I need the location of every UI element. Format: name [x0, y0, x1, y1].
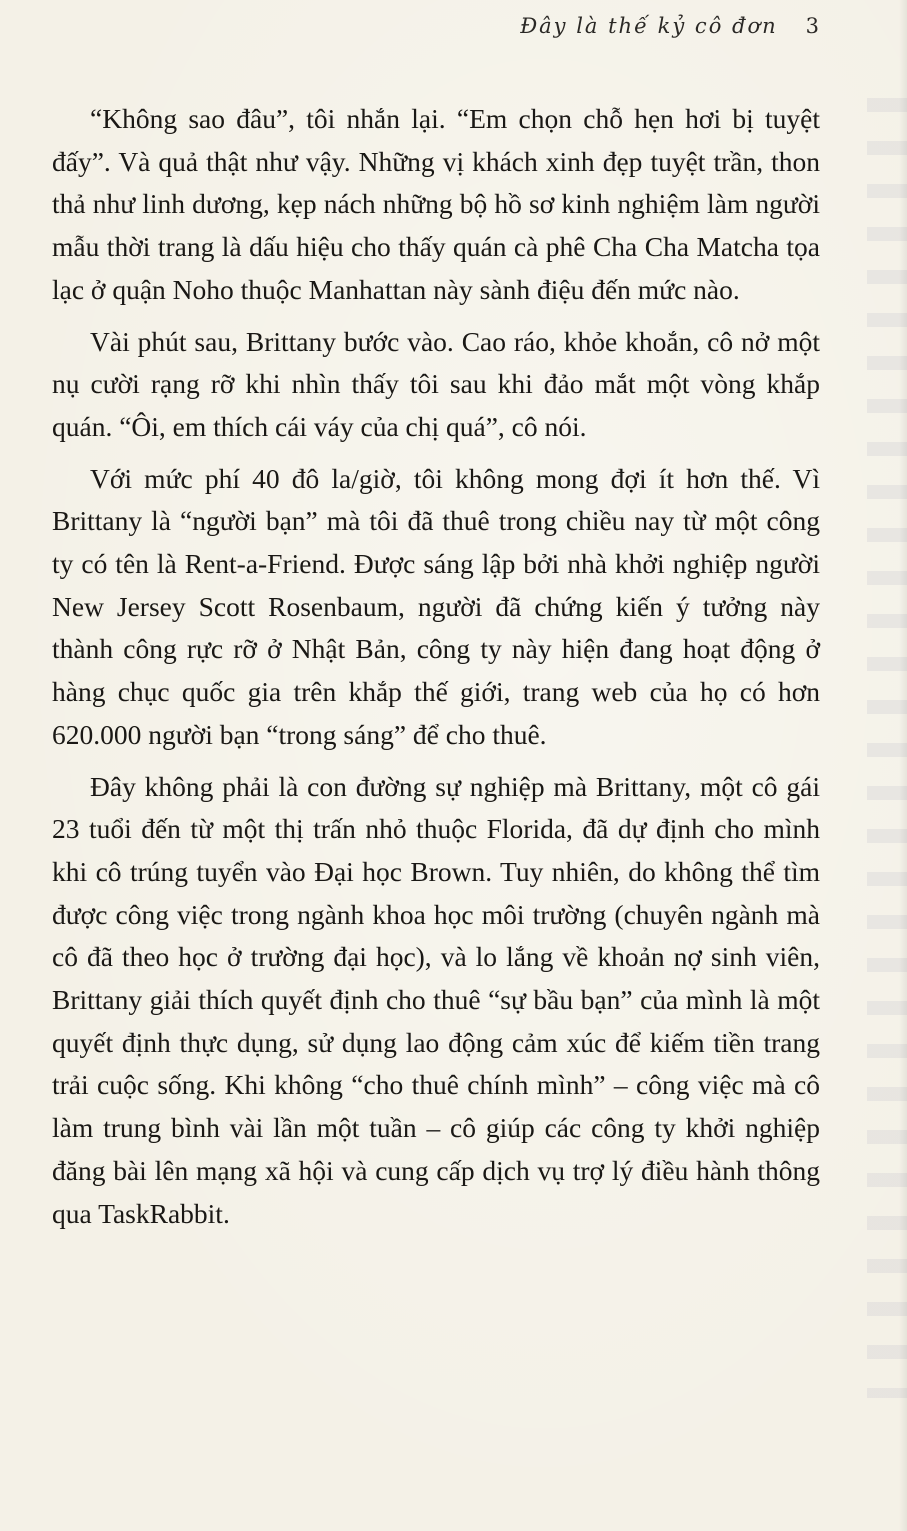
- paragraph-4: Đây không phải là con đường sự nghiệp mà Brittany, một cô gái 23 tuổi đến từ một thị trấn nhỏ thuộc Florida, đã dự định cho mình khi cô trúng tuyển vào Đại học Brown. Tuy nhiên, do không thể tìm được công việc trong ngành khoa học môi trường (chuyên ngành mà cô đã theo học ở trường đại học), và lo lắng về khoản nợ sinh viên, Brittany giải thích quyết định cho thuê “sự bầu bạn” của mình là một quyết định thực dụng, sử dụng lao động cảm xúc để kiếm tiền trang trải cuộc sống. Khi không “cho thuê chính mình” – công việc mà cô làm trung bình vài lần một tuần – cô giúp các công ty khởi nghiệp đăng bài lên mạng xã hội và cung cấp dịch vụ trợ lý điều hành thông qua TaskRabbit.: [52, 770, 820, 1229]
- running-head: [520, 14, 819, 38]
- paragraph-1: “Không sao đâu”, tôi nhắn lại. “Em chọn chỗ hẹn hơi bị tuyệt đấy”. Và quả thật như vậy. Những vị khách xinh đẹp tuyệt trần, thon thả như linh dương, kẹp nách những bộ hồ sơ kinh nghiệm làm người mẫu thời trang là dấu hiệu cho thấy quán cà phê Cha Cha Matcha tọa lạc ở quận Noho thuộc Manhattan này sành điệu đến mức nào.: [52, 103, 820, 305]
- running-head-title: Đây là thế kỷ cô đơn: [520, 14, 778, 38]
- paragraph-2: Vài phút sau, Brittany bước vào. Cao ráo, khỏe khoắn, cô nở một nụ cười rạng rỡ khi nhìn thấy tôi sau khi đảo mắt một vòng khắp quán. “Ôi, em thích cái váy của chị quá”, cô nói.: [52, 325, 820, 442]
- paragraph-3: Với mức phí 40 đô la/giờ, tôi không mong đợi ít hơn thế. Vì Brittany là “người bạn” mà tôi đã thuê trong chiều nay từ một công ty có tên là Rent-a-Friend. Được sáng lập bởi nhà khởi nghiệp người New Jersey Scott Rosenbaum, người đã chứng kiến ý tưởng này thành công rực rỡ ở Nhật Bản, công ty này hiện đang hoạt động ở hàng chục quốc gia trên khắp thế giới, trang web của họ có hơn 620.000 người bạn “trong sáng” để cho thuê.: [52, 462, 820, 750]
- page-edge-shadow: [899, 0, 907, 1531]
- body-text: [52, 98, 820, 1235]
- page-number: 3: [805, 14, 819, 38]
